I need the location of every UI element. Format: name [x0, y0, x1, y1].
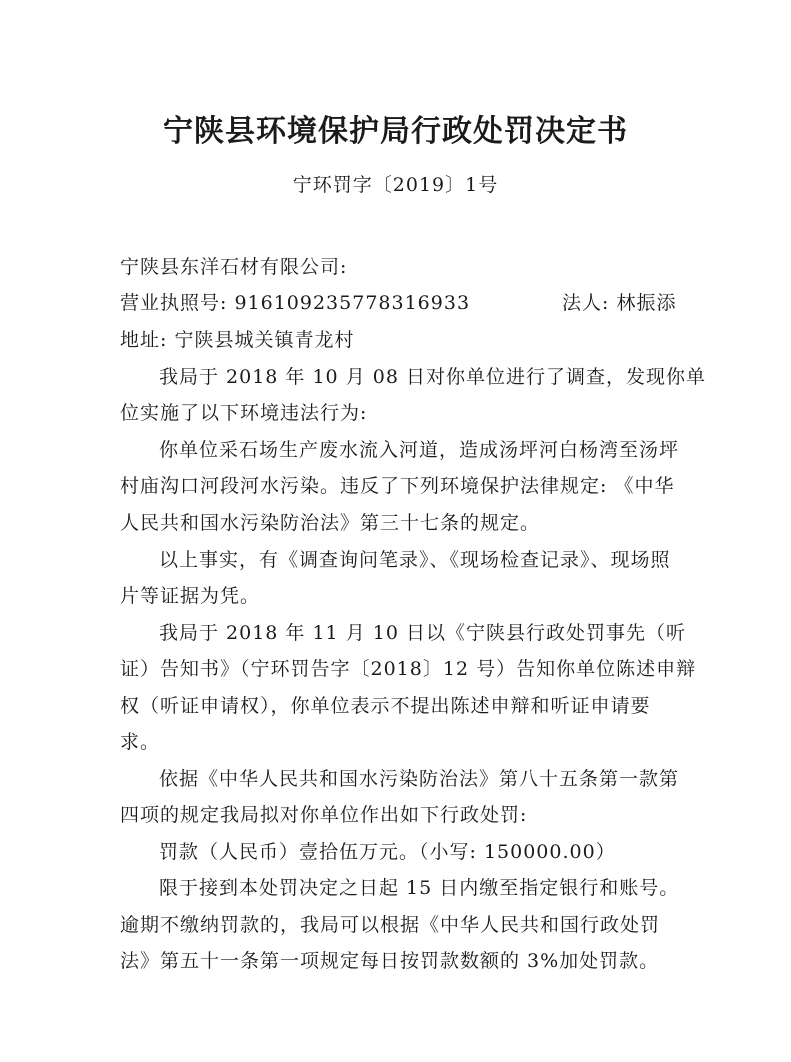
license-number: 营业执照号: 916109235778316933	[120, 292, 471, 314]
body-line: 我局于 2018 年 11 月 10 日以《宁陕县行政处罚事先（听	[159, 622, 686, 644]
body-line: 法》第五十一条第一项规定每日按罚款数额的 3%加处罚款。	[120, 950, 660, 972]
body-line: 四项的规定我局拟对你单位作出如下行政处罚:	[120, 804, 528, 826]
body-line: 人民共和国水污染防治法》第三十七条的规定。	[120, 512, 541, 534]
body-line: 村庙沟口河段河水污染。违反了下列环境保护法律规定: 《中华	[120, 475, 675, 497]
fine-amount: 罚款（人民币）壹拾伍万元。（小写: 150000.00）	[159, 841, 616, 863]
body-line: 限于接到本处罚决定之日起 15 日内缴至指定银行和账号。	[159, 877, 680, 899]
body-line: 位实施了以下环境违法行为:	[120, 402, 368, 424]
body-line: 我局于 2018 年 10 月 08 日对你单位进行了调查，发现你单	[159, 366, 706, 388]
company-name: 宁陕县东洋石材有限公司:	[120, 256, 348, 278]
document-title: 宁陕县环境保护局行政处罚决定书	[163, 114, 628, 149]
body-line: 逾期不缴纳罚款的，我局可以根据《中华人民共和国行政处罚	[120, 914, 661, 936]
address: 地址: 宁陕县城关镇青龙村	[120, 329, 355, 351]
body-line: 依据《中华人民共和国水污染防治法》第八十五条第一款第	[159, 768, 680, 790]
body-line: 证）告知书》（宁环罚告字〔2018〕12 号）告知你单位陈述申辩	[120, 658, 697, 680]
body-line: 求。	[120, 731, 161, 753]
body-line: 以上事实，有《调查询问笔录》、《现场检查记录》、现场照	[159, 549, 671, 571]
document-number: 宁环罚字〔2019〕1号	[292, 174, 499, 196]
legal-person: 法人: 林振添	[562, 292, 677, 314]
body-line: 片等证据为凭。	[120, 585, 261, 607]
body-line: 你单位采石场生产废水流入河道，造成汤坪河白杨湾至汤坪	[159, 439, 680, 461]
body-line: 权（听证申请权），你单位表示不提出陈述申辩和听证申请要	[120, 695, 651, 717]
